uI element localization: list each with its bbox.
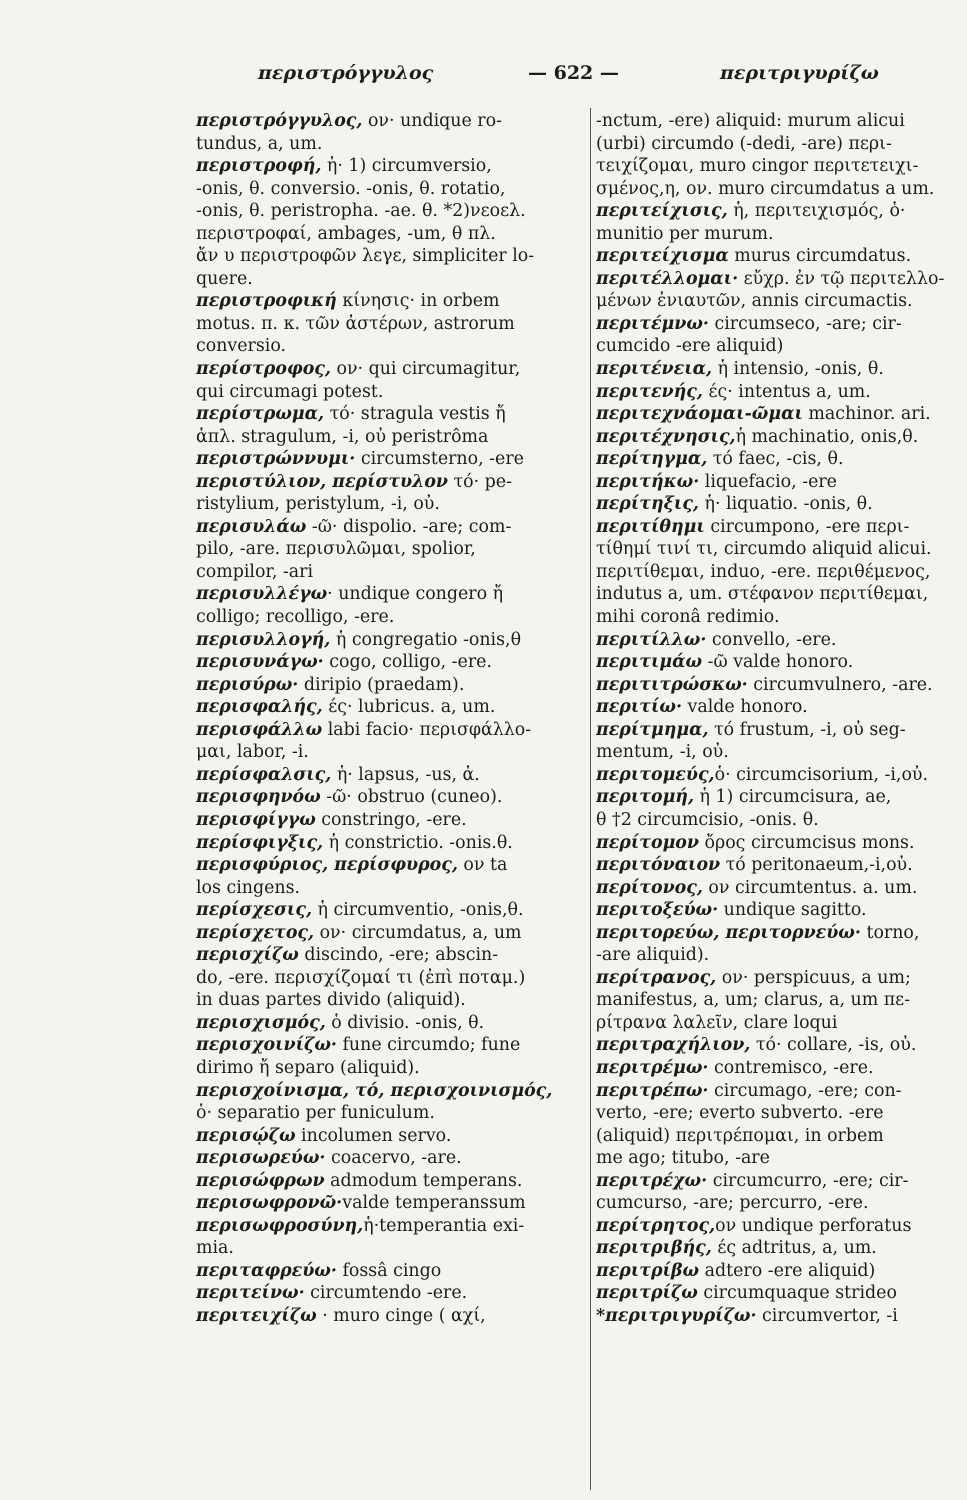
dictionary-line — [196, 426, 588, 449]
headword: περιτέχνησις, — [596, 426, 736, 447]
dictionary-line — [596, 629, 962, 652]
headword: περιτοξεύω· — [596, 900, 719, 921]
headword: περισωρεύω· — [196, 1148, 326, 1169]
definition-text: (urbi) circumdo (-dedi, -are) περι- — [596, 133, 892, 154]
dictionary-line — [196, 1192, 588, 1215]
dictionary-line — [196, 448, 588, 471]
dictionary-line — [596, 245, 962, 268]
dictionary-line — [596, 1012, 962, 1035]
dictionary-line — [196, 133, 588, 156]
dictionary-line — [196, 629, 588, 652]
definition-text: τό· stragula vestis ἤ — [324, 404, 506, 425]
definition-text: manifestus, a, um; clarus, a, um πε- — [596, 990, 911, 1011]
headword: περισυλλέγω — [196, 584, 328, 605]
definition-text: ἡ· liquatio. -onis, θ. — [699, 494, 873, 515]
running-head-left: περιστρόγγυλος — [258, 62, 434, 84]
dictionary-line — [596, 110, 962, 133]
dictionary-line — [596, 854, 962, 877]
definition-text: qui circumagi potest. — [196, 381, 384, 402]
definition-text: dirimo ἤ separo (aliquid). — [196, 1057, 420, 1078]
definition-text: circumago, -ere; con- — [708, 1080, 902, 1101]
definition-text: ἡ 1) circumcisura, ae, — [694, 787, 892, 808]
dictionary-line — [596, 764, 962, 787]
definition-text: ον· perspicuus, a um; — [716, 967, 911, 988]
definition-text: ἡ machinatio, onis,θ. — [735, 426, 919, 447]
definition-text: do, -ere. περισχίζομαί τι (ἐπὶ ποταμ.) — [196, 967, 526, 988]
dictionary-line — [596, 1305, 962, 1328]
dictionary-line — [196, 674, 588, 697]
definition-text: constringo, -ere. — [315, 809, 467, 830]
definition-text: τό faec, -cis, θ. — [707, 449, 844, 470]
dictionary-line — [596, 1215, 962, 1238]
definition-text: circumseco, -are; cir- — [708, 313, 902, 334]
headword: περιστρώννυμι· — [196, 449, 356, 470]
definition-text: fossâ cingo — [336, 1260, 442, 1281]
definition-text: · muro cinge ( αχί, — [316, 1305, 486, 1326]
headword: *περιτριγυρίζω· — [596, 1305, 757, 1326]
running-head-right: περιτριγυρίζω — [720, 62, 879, 84]
dictionary-line — [596, 290, 962, 313]
definition-text: pilo, -are. περισυλῶμαι, spolior, — [196, 539, 476, 560]
dictionary-line — [596, 426, 962, 449]
headword: περιτεχνάομαι-ῶμαι — [596, 404, 803, 425]
headword: περίτμημα, — [596, 719, 709, 740]
definition-text: circumvertor, -i — [756, 1305, 898, 1326]
dictionary-line — [596, 989, 962, 1012]
dictionary-line — [596, 651, 962, 674]
dictionary-line — [196, 922, 588, 945]
dictionary-line — [596, 561, 962, 584]
headword: περίτομον — [596, 832, 699, 853]
dictionary-line — [596, 133, 962, 156]
headword: περιτιμάω — [596, 652, 703, 673]
definition-text: conversio. — [196, 336, 287, 357]
definition-text: cogo, colligo, -ere. — [323, 652, 492, 673]
dictionary-line — [196, 516, 588, 539]
headword: περίσχετος, — [196, 922, 315, 943]
headword: περιτόναιον — [596, 855, 721, 876]
definition-text: -ῶ· dispolio. -are; com- — [306, 516, 512, 537]
right-column — [596, 110, 962, 1328]
headword: περισφαλής, — [196, 697, 323, 718]
definition-text: motus. π. κ. τῶν ἀστέρων, astrorum — [196, 313, 515, 334]
headword: περιτριβής, — [596, 1238, 712, 1259]
definition-text: incolumen servo. — [295, 1125, 452, 1146]
page-header — [0, 62, 967, 92]
headword: περιστροφή, — [196, 156, 322, 177]
definition-text: ές adtritus, a, um. — [711, 1238, 877, 1259]
definition-text: valde honoro. — [682, 697, 808, 718]
headword: περιτειχίζω — [196, 1305, 317, 1326]
dictionary-line — [196, 1305, 588, 1328]
dictionary-line — [596, 335, 962, 358]
dictionary-line — [196, 764, 588, 787]
definition-text: mia. — [196, 1238, 234, 1259]
dictionary-line — [596, 809, 962, 832]
headword: περισχισμός, — [196, 1012, 326, 1033]
dictionary-line — [196, 1034, 588, 1057]
definition-text: indutus a, um. στέφανον περιτίθεμαι, — [596, 584, 929, 605]
definition-text: convello, -ere. — [706, 629, 837, 650]
headword: περισωφροσύνη, — [196, 1215, 364, 1236]
headword: περισχίζω — [196, 945, 299, 966]
definition-text: περιτίθεμαι, induo, -ere. περιθέμενος, — [596, 561, 931, 582]
definition-text: ἄν υ περιστροφῶν λεγε, simpliciter lo- — [196, 246, 535, 267]
dictionary-line — [196, 1080, 588, 1103]
dictionary-line — [196, 651, 588, 674]
definition-text: circumvulnero, -are. — [747, 674, 933, 695]
definition-text: labi facio· περισφάλλο- — [322, 719, 532, 740]
headword: περιτείχισις, — [596, 201, 728, 222]
definition-text: liquefacio, -ere — [699, 471, 837, 492]
definition-text: μένων ἐνιαυτῶν, annis circumactis. — [596, 291, 913, 312]
definition-text: munitio per murum. — [596, 223, 774, 244]
headword: περιτορεύω, περιτορνεύω· — [596, 922, 861, 943]
headword: περίτηγμα, — [596, 449, 708, 470]
dictionary-line — [196, 538, 588, 561]
definition-text: ον undique perforatus — [715, 1215, 912, 1236]
headword: περισυλάω — [196, 516, 307, 537]
headword: περίτρανος, — [596, 967, 717, 988]
dictionary-line — [196, 1125, 588, 1148]
dictionary-line — [596, 741, 962, 764]
dictionary-line — [196, 1147, 588, 1170]
headword: περιτρέπω· — [596, 1080, 709, 1101]
headword: περιτομή, — [596, 787, 695, 808]
dictionary-line — [596, 1080, 962, 1103]
dictionary-line — [596, 719, 962, 742]
left-column — [196, 110, 588, 1328]
dictionary-line — [596, 493, 962, 516]
headword: περιτρίβω — [596, 1260, 700, 1281]
definition-text: ον· circumdatus, a, um — [314, 922, 522, 943]
headword: περίστροφος, — [196, 359, 331, 380]
headword: περιτίθημι — [596, 516, 705, 537]
definition-text: ὁ divisio. -onis, θ. — [325, 1012, 485, 1033]
dictionary-line — [196, 313, 588, 336]
definition-text: ὁ· circumcisorium, -i,οὐ. — [714, 764, 929, 785]
definition-text: contremisco, -ere. — [708, 1057, 874, 1078]
definition-text: θ †2 circumcisio, -onis. θ. — [596, 809, 819, 830]
headword: περιστύλιον, περίστυλον — [196, 471, 448, 492]
dictionary-line — [196, 1260, 588, 1283]
definition-text: quere. — [196, 268, 253, 289]
headword: περιτρέμω· — [596, 1057, 709, 1078]
definition-text: ἡ·temperantia exi- — [363, 1215, 525, 1236]
definition-text: περιστροφαί, ambages, -um, θ πλ. — [196, 223, 496, 244]
dictionary-line — [596, 1192, 962, 1215]
dictionary-line — [196, 268, 588, 291]
definition-text: τό· pe- — [448, 471, 512, 492]
headword: περιταφρεύω· — [196, 1260, 337, 1281]
definition-text: ἡ, περιτειχισμός, ὁ· — [727, 201, 906, 222]
dictionary-line — [596, 1260, 962, 1283]
definition-text: ἡ congregatio -onis,θ — [330, 629, 522, 650]
headword: περίστρωμα, — [196, 404, 325, 425]
definition-text: cumcido -ere aliquid) — [596, 336, 784, 357]
definition-text: -are aliquid). — [596, 945, 710, 966]
headword: περίσφαλσις, — [196, 764, 332, 785]
dictionary-line — [596, 696, 962, 719]
definition-text: ἡ intensio, -onis, θ. — [712, 359, 884, 380]
dictionary-line — [596, 516, 962, 539]
definition-text: (aliquid) περιτρέπομαι, in orbem — [596, 1125, 884, 1146]
dictionary-line — [596, 471, 962, 494]
definition-text: ον ta — [457, 855, 508, 876]
dictionary-line — [196, 335, 588, 358]
headword: περιτένεια, — [596, 359, 713, 380]
dictionary-line — [596, 786, 962, 809]
definition-text: mihi coronâ redimio. — [596, 607, 780, 628]
headword: περιτίλλω· — [596, 629, 707, 650]
dictionary-line — [196, 696, 588, 719]
dictionary-line — [196, 178, 588, 201]
dictionary-line — [196, 471, 588, 494]
dictionary-line — [196, 719, 588, 742]
page-number: — 622 — — [528, 62, 619, 84]
dictionary-line — [196, 854, 588, 877]
dictionary-line — [196, 290, 588, 313]
definition-text: tundus, a, um. — [196, 133, 323, 154]
definition-text: τό frustum, -i, οὐ seg- — [708, 719, 906, 740]
dictionary-line — [196, 1282, 588, 1305]
dictionary-line — [196, 200, 588, 223]
definition-text: me ago; titubo, -are — [596, 1148, 770, 1169]
definition-text: ἡ constrictio. -onis.θ. — [323, 832, 513, 853]
dictionary-line — [596, 944, 962, 967]
dictionary-line — [196, 358, 588, 381]
definition-text: ρίτρανα λαλεῖν, clare loqui — [596, 1012, 838, 1033]
dictionary-line — [596, 674, 962, 697]
definition-text: ἁπλ. stragulum, -i, οὐ peristrôma — [196, 426, 489, 447]
dictionary-line — [196, 561, 588, 584]
definition-text: fune circumdo; fune — [336, 1035, 521, 1056]
definition-text: in duas partes divido (aliquid). — [196, 990, 466, 1011]
dictionary-line — [596, 899, 962, 922]
definition-text: ὄρος circumcisus mons. — [698, 832, 915, 853]
headword: περιτίω· — [596, 697, 683, 718]
definition-text: undique sagitto. — [718, 900, 867, 921]
dictionary-line — [596, 583, 962, 606]
definition-text: compilor, -ari — [196, 561, 314, 582]
dictionary-line — [596, 606, 962, 629]
definition-text: ὁ· separatio per funiculum. — [196, 1103, 435, 1124]
headword: περιτήκω· — [596, 471, 700, 492]
dictionary-line — [196, 1102, 588, 1125]
definition-text: ἡ· 1) circumversio, — [321, 156, 492, 177]
headword: περιτείνω· — [196, 1283, 305, 1304]
headword: περίσφιγξις, — [196, 832, 324, 853]
dictionary-line — [196, 155, 588, 178]
definition-text: murus circumdatus. — [728, 246, 912, 267]
headword: περισυνάγω· — [196, 652, 324, 673]
dictionary-line — [196, 1170, 588, 1193]
definition-text: valde temperanssum — [342, 1193, 526, 1214]
definition-text: adtero -ere aliquid) — [699, 1260, 876, 1281]
headword: περισυλλογή, — [196, 629, 331, 650]
dictionary-line — [196, 741, 588, 764]
dictionary-line — [596, 381, 962, 404]
dictionary-line — [596, 1147, 962, 1170]
definition-text: discindo, -ere; abscin- — [298, 945, 499, 966]
headword: περιτέλλομαι· — [596, 268, 739, 289]
dictionary-line — [596, 1034, 962, 1057]
definition-text: τίθημί τινί τι, circumdo aliquid alicui. — [596, 539, 932, 560]
definition-text: verto, -ere; everto subverto. -ere — [596, 1103, 884, 1124]
definition-text: -nctum, -ere) aliquid: murum alicui — [596, 111, 905, 131]
dictionary-line — [196, 1012, 588, 1035]
dictionary-line — [196, 809, 588, 832]
definition-text: circumquaque strideo — [697, 1283, 897, 1304]
dictionary-line — [196, 403, 588, 426]
dictionary-line — [196, 110, 588, 133]
dictionary-line — [596, 1125, 962, 1148]
dictionary-line — [596, 155, 962, 178]
dictionary-line — [196, 606, 588, 629]
dictionary-line — [196, 989, 588, 1012]
definition-text: ον· qui circumagitur, — [330, 359, 521, 380]
definition-text: diripio (praedam). — [298, 674, 465, 695]
dictionary-line — [196, 832, 588, 855]
definition-text: -ῶ valde honoro. — [702, 652, 854, 673]
dictionary-line — [196, 245, 588, 268]
headword: περιτέμνω· — [596, 313, 709, 334]
dictionary-line — [596, 967, 962, 990]
definition-text: colligo; recolligo, -ere. — [196, 607, 395, 628]
dictionary-line — [596, 200, 962, 223]
definition-text: cumcurso, -are; percurro, -ere. — [596, 1193, 869, 1214]
definition-text: σμένος,η, ον. muro circumdatus a um. — [596, 178, 935, 199]
definition-text: circumsterno, -ere — [355, 449, 524, 470]
dictionary-line — [196, 877, 588, 900]
definition-text: ές· intentus a, um. — [702, 381, 871, 402]
headword: περισώφρων — [196, 1170, 325, 1191]
dictionary-line — [596, 1057, 962, 1080]
dictionary-line — [596, 538, 962, 561]
dictionary-line — [196, 967, 588, 990]
definition-text: ἡ circumventio, -onis,θ. — [312, 900, 524, 921]
dictionary-line — [196, 1237, 588, 1260]
dictionary-line — [596, 832, 962, 855]
definition-text: -onis, θ. conversio. -onis, θ. rotatio, — [196, 178, 506, 199]
definition-text: ον circumtentus. a. um. — [702, 877, 918, 898]
dictionary-line — [196, 583, 588, 606]
headword: περισχοίνισμα, τό, περισχοινισμός, — [196, 1080, 553, 1101]
dictionary-line — [596, 268, 962, 291]
headword: περίτηξις, — [596, 494, 699, 515]
definition-text: admodum temperans. — [324, 1170, 523, 1191]
dictionary-line — [596, 178, 962, 201]
dictionary-line — [596, 403, 962, 426]
headword: περιστρόγγυλος, — [196, 111, 363, 131]
dictionary-line — [196, 223, 588, 246]
definition-text: εὔχρ. ἐν τῷ περιτελλο- — [738, 268, 945, 289]
headword: περιτείχισμα — [596, 246, 729, 267]
definition-text: los cingens. — [196, 877, 301, 898]
dictionary-line — [596, 223, 962, 246]
dictionary-line — [196, 899, 588, 922]
definition-text: ἡ· lapsus, -us, ἀ. — [331, 764, 480, 785]
dictionary-line — [196, 944, 588, 967]
dictionary-line — [596, 1170, 962, 1193]
headword: περιτρίζω — [596, 1283, 698, 1304]
definition-text: ον· undique ro- — [362, 111, 502, 131]
definition-text: mentum, -i, οὐ. — [596, 742, 729, 763]
dictionary-line — [596, 877, 962, 900]
dictionary-line — [196, 1215, 588, 1238]
dictionary-line — [196, 381, 588, 404]
dictionary-line — [196, 1057, 588, 1080]
definition-text: torno, — [860, 922, 920, 943]
headword: περισχοινίζω· — [196, 1035, 337, 1056]
headword: περίσχεσις, — [196, 900, 312, 921]
dictionary-line — [596, 448, 962, 471]
definition-text: κίνησις· in orbem — [336, 291, 500, 312]
headword: περισωφρονῶ· — [196, 1193, 343, 1214]
headword: περισῴζω — [196, 1125, 296, 1146]
definition-text: τειχίζομαι, muro cingor περιτετειχι- — [596, 156, 919, 177]
dictionary-line — [596, 1237, 962, 1260]
definition-text: circumpono, -ere περι- — [704, 516, 910, 537]
headword: περίτρητος, — [596, 1215, 716, 1236]
headword: περισφηνόω — [196, 787, 321, 808]
headword: περιτιτρώσκω· — [596, 674, 748, 695]
dictionary-line — [196, 786, 588, 809]
definition-text: circumcurro, -ere; cir- — [707, 1170, 909, 1191]
headword: περισφίγγω — [196, 809, 316, 830]
headword: περιτομεύς, — [596, 764, 715, 785]
headword: περισφύριος, περίσφυρος, — [196, 855, 458, 876]
definition-text: machinor. ari. — [802, 404, 931, 425]
headword: περίτονος, — [596, 877, 703, 898]
headword: περιτραχήλιον, — [596, 1035, 751, 1056]
definition-text: τό peritonaeum,-i,οὐ. — [720, 855, 913, 876]
headword: περισύρω· — [196, 674, 299, 695]
definition-text: coacervo, -are. — [325, 1148, 462, 1169]
definition-text: circumtendo -ere. — [304, 1283, 468, 1304]
dictionary-line — [196, 493, 588, 516]
headword: περιτρέχω· — [596, 1170, 708, 1191]
definition-text: -ῶ· obstruo (cuneo). — [320, 787, 503, 808]
definition-text: -onis, θ. peristropha. -ae. θ. *2)νεοελ. — [196, 201, 526, 222]
definition-text: μαι, labor, -i. — [196, 742, 309, 763]
dictionary-line — [596, 1282, 962, 1305]
dictionary-line — [596, 1102, 962, 1125]
headword: περιστροφική — [196, 291, 337, 312]
definition-text: · undique congero ἤ — [327, 584, 504, 605]
dictionary-line — [596, 358, 962, 381]
dictionary-line — [596, 313, 962, 336]
column-divider — [590, 108, 591, 1490]
headword: περιτενής, — [596, 381, 703, 402]
headword: περισφάλλω — [196, 719, 323, 740]
definition-text: τό· collare, -is, οὐ. — [750, 1035, 917, 1056]
definition-text: ές· lubricus. a, um. — [322, 697, 496, 718]
definition-text: ristylium, peristylum, -i, οὐ. — [196, 494, 440, 515]
dictionary-line — [596, 922, 962, 945]
